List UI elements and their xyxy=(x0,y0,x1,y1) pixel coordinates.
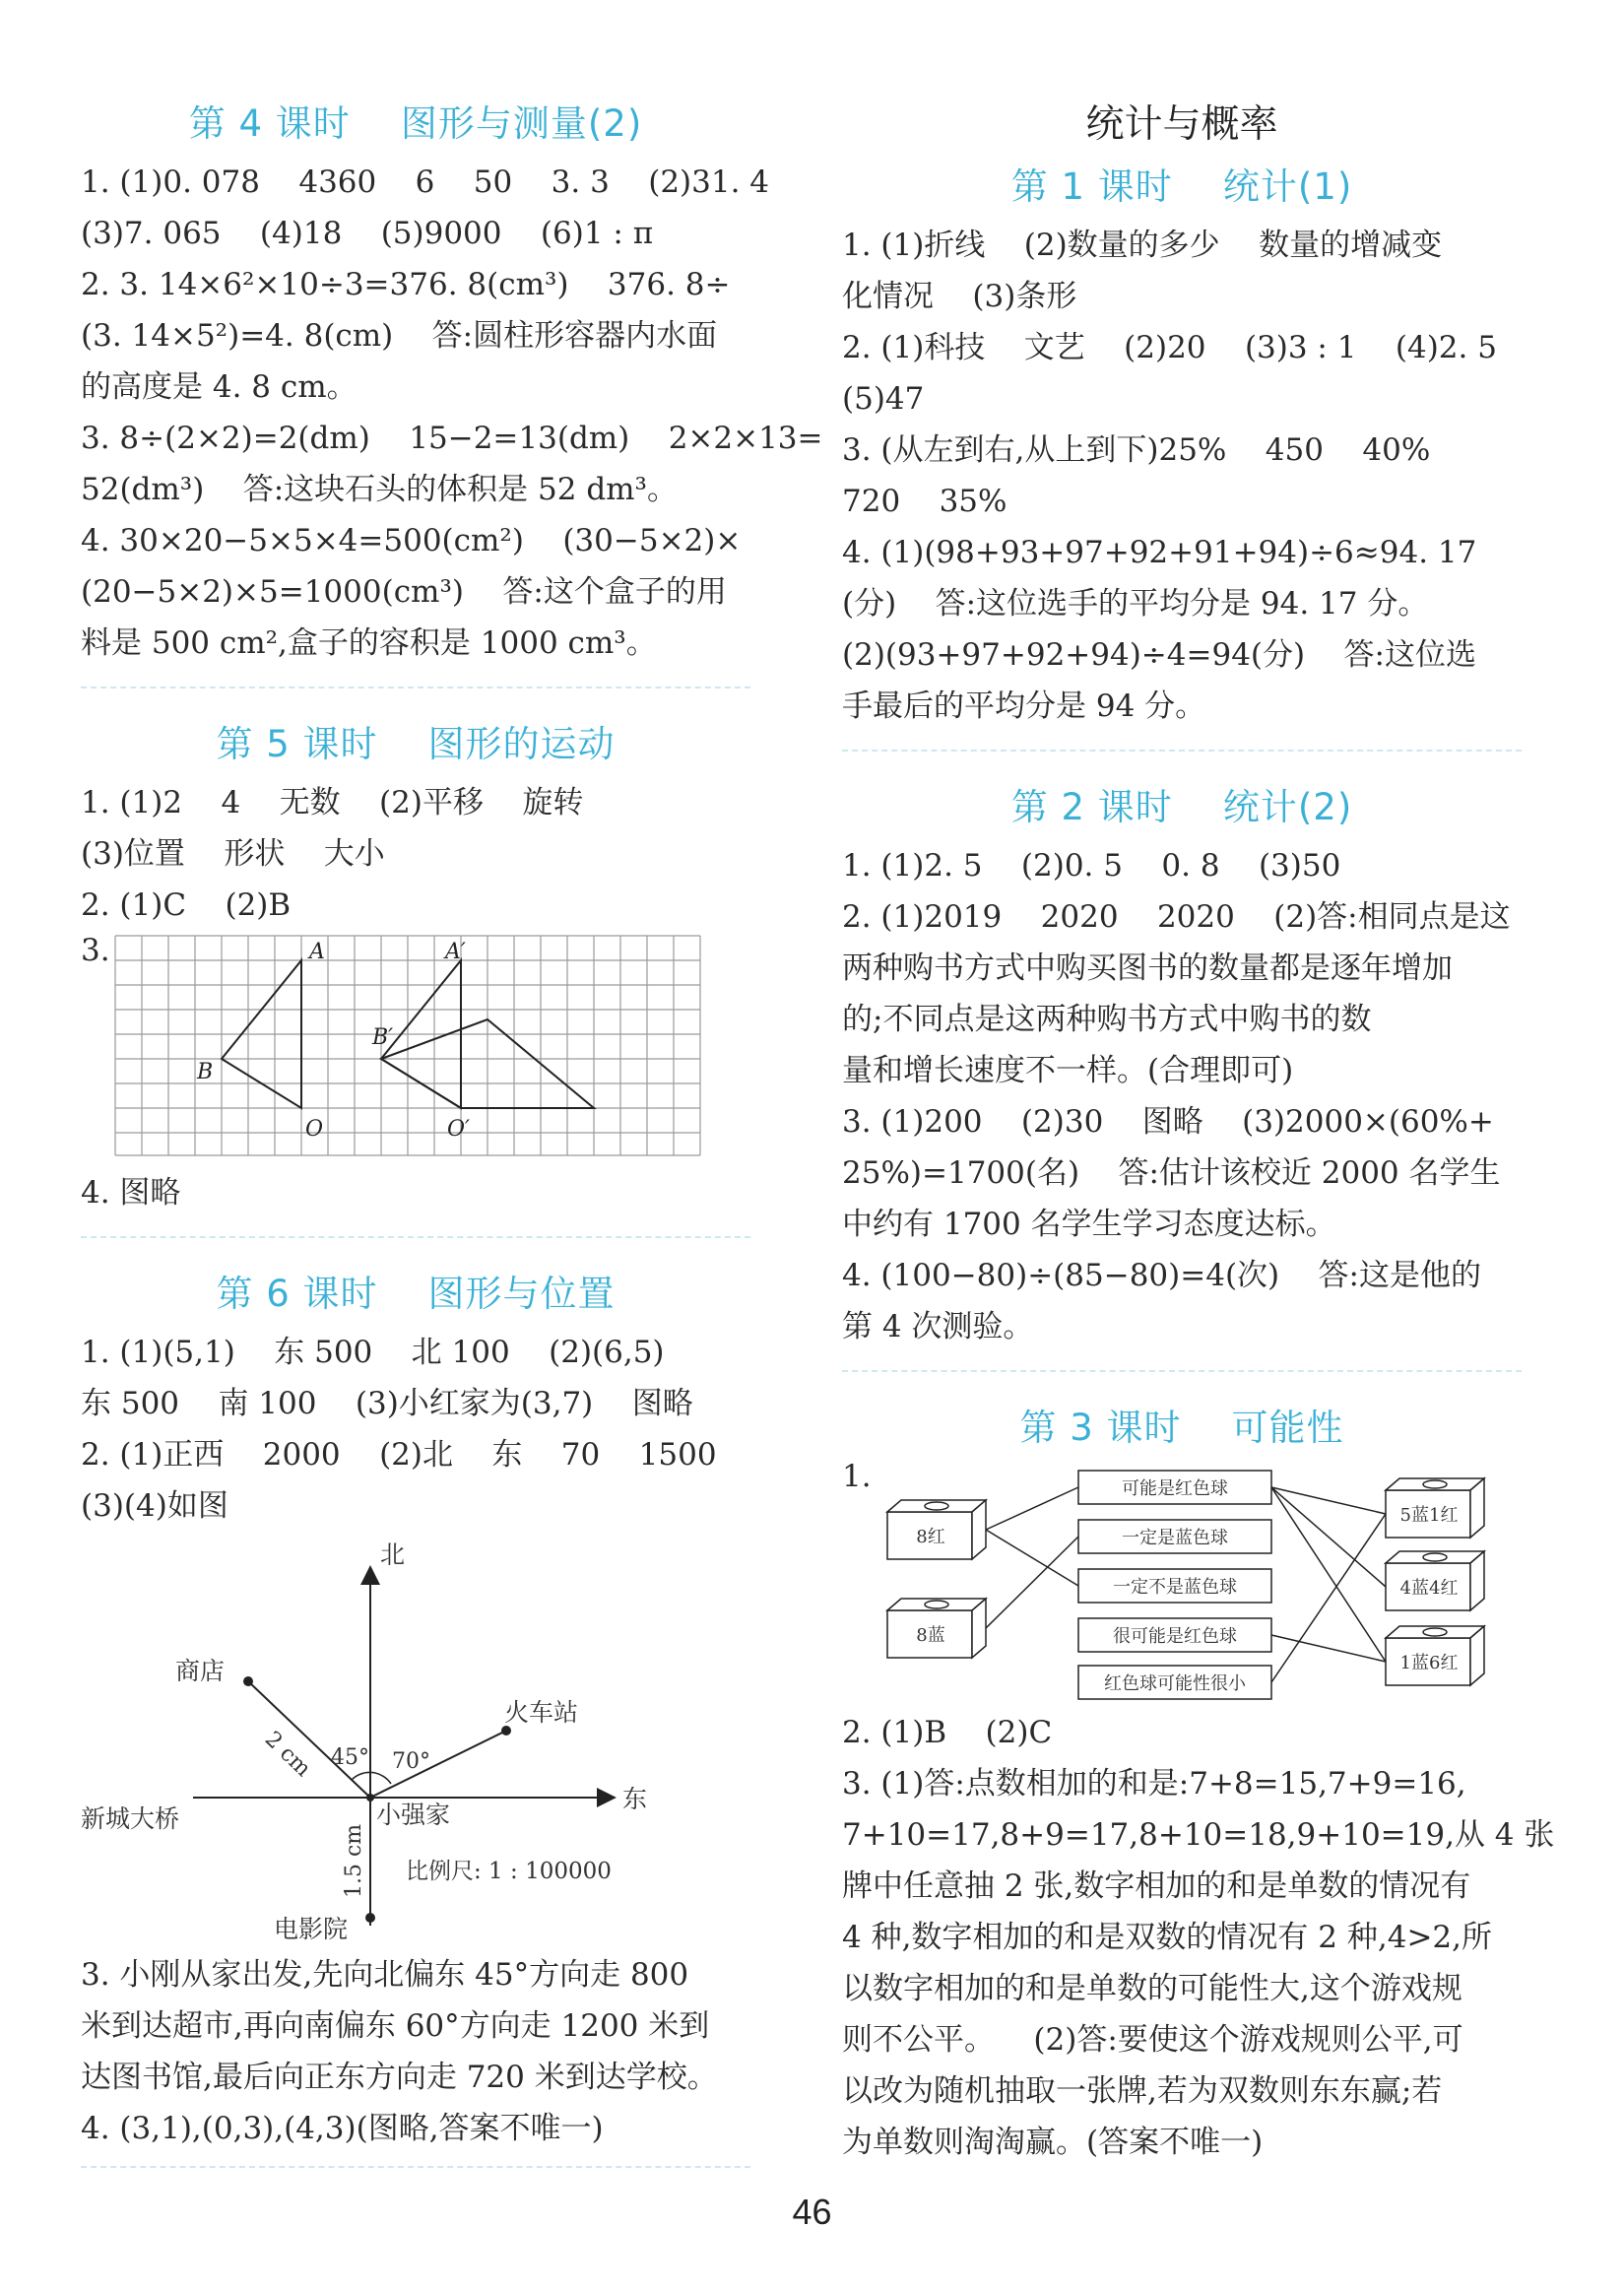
answer-line: 1. (1)2 4 无数 (2)平移 旋转 xyxy=(81,785,584,820)
section-title-probability: 第 3 课时 可能性 xyxy=(1019,1407,1344,1449)
answer-line: 3. 小刚从家出发,先向北偏东 45°方向走 800 xyxy=(81,1957,689,1993)
statement-label: 一定是蓝色球 xyxy=(1122,1528,1228,1548)
chapter-title: 统计与概率 xyxy=(1085,102,1278,147)
answer-line: 料是 500 cm²,盒子的容积是 1000 cm³。 xyxy=(81,625,657,661)
answer-line: 4. 图略 xyxy=(81,1175,181,1211)
label-o: O xyxy=(305,1117,324,1142)
matching-figure xyxy=(842,1461,1522,1707)
answer-line: 的;不同点是这两种购书方式中购书的数 xyxy=(842,1002,1372,1037)
section-title-stat1: 第 1 课时 统计(1) xyxy=(1010,165,1353,208)
answer-line: 第 4 次测验。 xyxy=(842,1309,1034,1344)
label-a-prime: A′ xyxy=(445,940,466,964)
answer-line: 52(dm³) 答:这块石头的体积是 52 dm³。 xyxy=(81,472,678,507)
answer-line: (5)47 xyxy=(842,381,925,417)
label-dist-15cm: 1.5 cm xyxy=(342,1823,366,1898)
label-angle-45: 45° xyxy=(331,1745,369,1770)
answer-line: 1. (1)(5,1) 东 500 北 100 (2)(6,5) xyxy=(81,1335,665,1370)
question-label: 3. xyxy=(81,933,110,968)
line-station xyxy=(370,1731,506,1798)
answer-line: 手最后的平均分是 94 分。 xyxy=(842,688,1206,724)
answer-line: 量和增长速度不一样。(合理即可) xyxy=(842,1053,1294,1088)
box-label: 5蓝1红 xyxy=(1399,1505,1459,1526)
lesson5-body xyxy=(81,777,750,1218)
lesson6-body xyxy=(81,1327,750,2154)
answer-line: (20−5×2)×5=1000(cm³) 答:这个盒子的用 xyxy=(81,574,727,610)
answer-line: 720 35% xyxy=(842,484,1007,519)
statement-label: 红色球可能性很小 xyxy=(1104,1673,1246,1694)
compass-map xyxy=(81,1532,750,1945)
section-divider xyxy=(81,2166,750,2168)
label-station: 火车站 xyxy=(504,1698,579,1727)
answer-line: 2. (1)正西 2000 (2)北 东 70 1500 xyxy=(81,1437,717,1473)
answer-line: 1. (1)2. 5 (2)0. 5 0. 8 (3)50 xyxy=(842,848,1341,884)
answer-line: 2. (1)B (2)C xyxy=(842,1715,1053,1750)
answer-line: 4. (3,1),(0,3),(4,3)(图略,答案不唯一) xyxy=(81,2111,604,2146)
matching-diagram xyxy=(842,1461,1522,1707)
answer-line: (2)(93+97+92+94)÷4=94(分) 答:这位选 xyxy=(842,637,1476,673)
answer-line: (3. 14×5²)=4. 8(cm) 答:圆柱形容器内水面 xyxy=(81,318,718,354)
label-angle-70: 70° xyxy=(392,1749,430,1774)
translation-grid xyxy=(81,931,711,1167)
answer-line: 3. (从左到右,从上到下)25% 450 40% xyxy=(842,432,1431,468)
stat1-body xyxy=(842,220,1522,732)
section-title-lesson5: 第 5 课时 图形的运动 xyxy=(216,723,616,765)
statement-label: 可能是红色球 xyxy=(1122,1478,1228,1499)
section-title-lesson4: 第 4 课时 图形与测量(2) xyxy=(188,102,643,145)
label-bridge: 新城大桥 xyxy=(81,1804,180,1833)
answer-line: 7+10=17,8+9=17,8+10=18,9+10=19,从 4 张 xyxy=(842,1817,1555,1853)
box-label: 8蓝 xyxy=(916,1625,945,1646)
label-cinema: 电影院 xyxy=(274,1915,349,1943)
section-divider xyxy=(842,750,1522,752)
grid-figure xyxy=(81,931,750,1167)
box-label: 4蓝4红 xyxy=(1399,1578,1459,1599)
point-home xyxy=(366,1794,374,1802)
statement-label: 很可能是红色球 xyxy=(1113,1626,1237,1647)
answer-line: 25%)=1700(名) 答:估计该校近 2000 名学生 xyxy=(842,1155,1501,1191)
point-shop xyxy=(243,1676,253,1686)
point-station xyxy=(501,1726,511,1736)
question-label: 1. xyxy=(842,1459,872,1494)
section-divider xyxy=(842,1370,1522,1372)
answer-line: (3)(4)如图 xyxy=(81,1488,228,1524)
answer-line: 为单数则淘淘赢。(答案不唯一) xyxy=(842,2125,1264,2160)
answer-line: (分) 答:这位选手的平均分是 94. 17 分。 xyxy=(842,586,1429,622)
answer-line: 以数字相加的和是单数的可能性大,这个游戏规 xyxy=(842,1971,1462,2006)
label-a: A xyxy=(309,940,325,964)
answer-line: 牌中任意抽 2 张,数字相加的和是单数的情况有 xyxy=(842,1868,1471,1904)
answer-line: 2. (1)2019 2020 2020 (2)答:相同点是这 xyxy=(842,899,1511,935)
page-number: 46 xyxy=(792,2192,832,2232)
grid-lines xyxy=(115,936,700,1155)
statement-label: 一定不是蓝色球 xyxy=(1113,1577,1237,1598)
lesson4-body xyxy=(81,157,823,669)
answer-line: (3)7. 065 (4)18 (5)9000 (6)1 : π xyxy=(81,216,654,251)
answer-line: 米到达超市,再向南偏东 60°方向走 1200 米到 xyxy=(81,2008,710,2044)
answer-line: 4 种,数字相加的和是双数的情况有 2 种,4>2,所 xyxy=(842,1920,1492,1955)
answer-line: 3. 8÷(2×2)=2(dm) 15−2=13(dm) 2×2×13= xyxy=(81,421,823,456)
answer-line: 2. (1)科技 文艺 (2)20 (3)3 : 1 (4)2. 5 xyxy=(842,330,1497,365)
label-shop: 商店 xyxy=(175,1657,226,1685)
answer-line: 则不公平。 (2)答:要使这个游戏规则公平,可 xyxy=(842,2022,1463,2058)
answer-line: 3. (1)200 (2)30 图略 (3)2000×(60%+ xyxy=(842,1104,1494,1140)
answer-line: 2. 3. 14×6²×10÷3=376. 8(cm³) 376. 8÷ xyxy=(81,267,731,302)
label-home: 小强家 xyxy=(376,1801,451,1829)
section-title-stat2: 第 2 课时 统计(2) xyxy=(1010,786,1353,828)
answer-line: (3)位置 形状 大小 xyxy=(81,836,385,872)
answer-line: 中约有 1700 名学生学习态度达标。 xyxy=(842,1207,1336,1242)
answer-line: 达图书馆,最后向正东方向走 720 米到达学校。 xyxy=(81,2060,718,2095)
answer-line: 4. (100−80)÷(85−80)=4(次) 答:这是他的 xyxy=(842,1258,1481,1293)
answer-line: 以改为随机抽取一张牌,若为双数则东东赢;若 xyxy=(842,2073,1443,2109)
label-dist-2cm: 2 cm xyxy=(259,1727,316,1782)
label-east: 东 xyxy=(622,1785,648,1813)
stat2-body xyxy=(842,840,1522,1352)
answer-line: 的高度是 4. 8 cm。 xyxy=(81,369,357,405)
probability-body xyxy=(842,1459,1555,2168)
label-north: 北 xyxy=(380,1540,406,1569)
section-divider xyxy=(81,1236,750,1238)
section-divider xyxy=(81,687,750,688)
right-column xyxy=(842,94,1555,2168)
label-scale: 比例尺: 1 : 100000 xyxy=(406,1859,612,1884)
answer-line: 4. (1)(98+93+97+92+91+94)÷6≈94. 17 xyxy=(842,535,1477,570)
point-cinema xyxy=(365,1913,375,1923)
answer-line: 化情况 (3)条形 xyxy=(842,279,1077,314)
answer-line: 1. (1)折线 (2)数量的多少 数量的增减变 xyxy=(842,228,1443,263)
answer-line: 1. (1)0. 078 4360 6 50 3. 3 (2)31. 4 xyxy=(81,164,770,200)
left-column xyxy=(81,94,823,2194)
answer-line: 两种购书方式中购买图书的数量都是逐年增加 xyxy=(842,950,1453,986)
answer-line: 4. 30×20−5×5×4=500(cm²) (30−5×2)× xyxy=(81,523,742,558)
section-title-lesson6: 第 6 课时 图形与位置 xyxy=(216,1273,616,1315)
box-label: 8红 xyxy=(916,1527,945,1547)
label-b-prime: B′ xyxy=(372,1025,394,1050)
answer-line: 东 500 南 100 (3)小红家为(3,7) 图略 xyxy=(81,1386,693,1421)
label-b: B xyxy=(197,1060,214,1084)
label-o-prime: O′ xyxy=(447,1117,471,1142)
answer-line: 3. (1)答:点数相加的和是:7+8=15,7+9=16, xyxy=(842,1766,1466,1802)
box-label: 1蓝6红 xyxy=(1399,1653,1459,1673)
answer-line: 2. (1)C (2)B xyxy=(81,887,292,923)
